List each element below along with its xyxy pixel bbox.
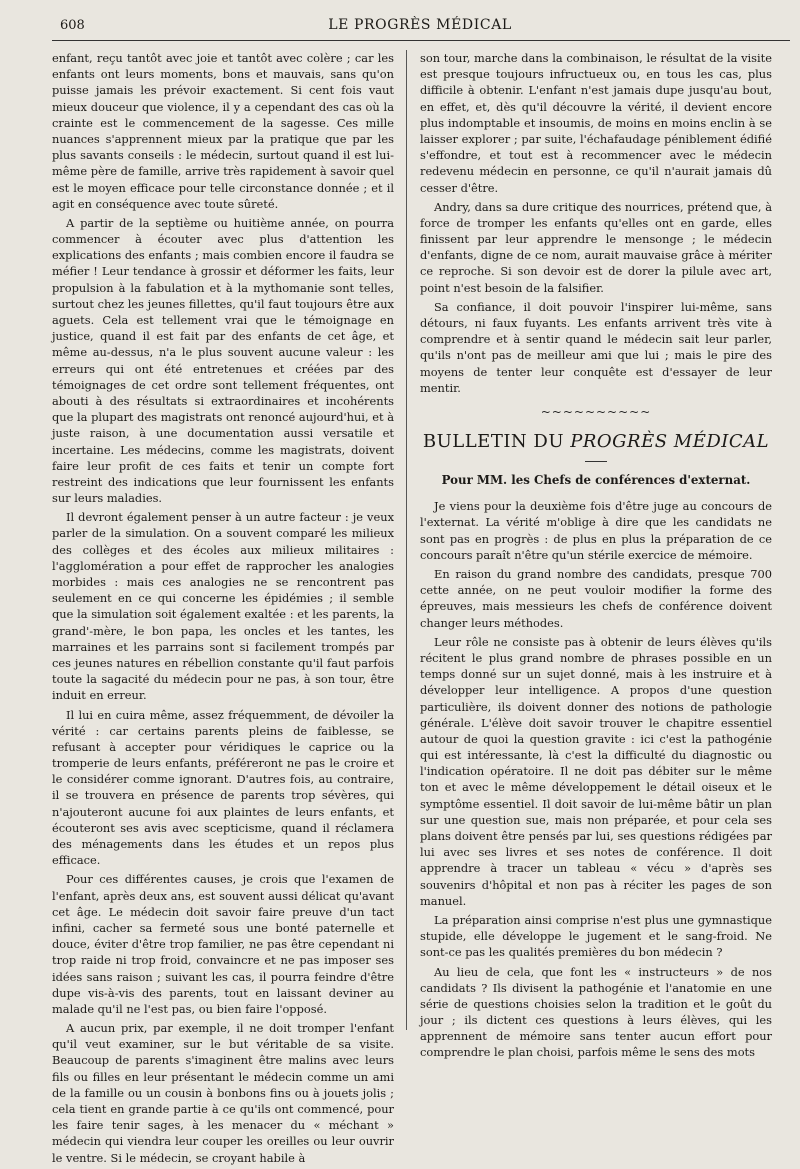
paragraph: Je viens pour la deuxième fois d'être juge au concours de l'externat. La vérité m'oblige à dire que les candidats ne sont pas en progrès : de plus en plus la préparation de ce concours paraît n'être qu'un stérile exercice de mémoire. [420,499,772,562]
bulletin-rule [585,461,607,462]
journal-title: LE PROGRÈS MÉDICAL [328,17,512,33]
paragraph: La préparation ainsi comprise n'est plus une gymnastique stupide, elle développe le jugement et le sang-froid. Ne sont-ce pas les qualités premières du bon médecin ? [420,912,772,960]
bulletin-subheading: Pour MM. les Chefs de conférences d'externat. [441,472,751,487]
paragraph: Pour ces différentes causes, je crois que l'examen de l'enfant, après deux ans, est souvent aussi délicat qu'avant cet âge. Le médecin doit savoir faire preuve d'un tact infini, cacher sa fermeté sous une bonté paternelle et douce, éviter d'être trop familier, ne pas être cependant ni trop raide ni trop froid, convaincre et ne pas imposer ses idées sans raison ; suivant les cas, il pourra feindre d'être dupe vis-à-vis des parents, tout en laissant deviner au malade qu'il ne l'est pas, ou bien faire l'opposé. [52,872,394,1016]
paragraph: son tour, marche dans la combinaison, le résultat de la visite est presque toujours infructueux ou, en tous les cas, plus difficile à obtenir. L'enfant n'est jamais dupe jusqu'au bout, en effet, et, dès qu'il découvre la vérité, il devient encore plus indomptable et insoumis, de moins en moins enclin à se laisser explorer ; par suite, l'échafaudage péniblement édifié s'effondre, et tout est à recommencer avec le médecin redevenu médecin en personne, ce qu'il n'aurait jamais dû cesser d'être. [420,51,772,195]
section-ornament: ~~~~~~~~~~ [540,404,652,419]
column-divider [406,50,407,1030]
paragraph: Il lui en cuira même, assez fréquemment, de dévoiler la vérité : car certains parents pleins de faiblesse, se refusant à accepter pour véridiques le caprice ou la tromperie de leurs enfants, préféreront ne pas le croire et le considérer comme ignorant. D'autres fois, au contraire, il se trouvera en présence de parents trop sévères, qui n'ajouteront aucune foi aux plaintes de leurs enfants, et écouteront ses avis avec scepticisme, quand il réclamera des ménagements dans les études et un repos plus efficace. [52,707,394,868]
page-header [60,14,780,38]
paragraph: Sa confiance, il doit pouvoir l'inspirer lui-même, sans détours, ni faux fuyants. Les enfants arrivent très vite à comprendre et à sentir quand le médecin sait leur parler, qu'ils n'ont pas de meilleur ami que lui ; mais le pire des moyens de tenter leur conquête est d'essayer de leur mentir. [420,299,772,395]
paragraph: A partir de la septième ou huitième année, on pourra commencer à écouter avec plus d'attention les explications des enfants ; mais combien encore il faudra se méfier ! Leur tendance à grossir et déformer les faits, leur propulsion à la fabulation et à la mythomanie sont telles, surtout chez les jeunes fillettes, qu'il faut toujours être aux aguets. Cela est tellement vrai que le témoignage en justice, quand il est fait par des enfants de cet âge, et même au-dessus, n'a le plus souvent aucune valeur : les erreurs qui ont été entretenues et créées par des témoignages de cet ordre sont tellement fréquentes, ont abouti à des résultats si extraordinaires et incohérents que la plupart des magistrats ont renoncé aujourd'hui, et à juste raison, à une documentation aussi versatile et incertaine. Les médecins, comme les magistrats, doivent faire leur profit de ces faits et tenir un compte fort restreint des indications que leur fournissent les enfants sur leurs maladies. [52,215,394,506]
paragraph: A aucun prix, par exemple, il ne doit tromper l'enfant qu'il veut examiner, sur le but véritable de sa visite. Beaucoup de parents s'imaginent être malins avec leurs fils ou filles en leur présentant le médecin comme un ami de la famille ou un cousin à bonbons fins ou à jouets jolis ; cela tient en grande partie à ce qu'ils ont commencé, pour les faire tenir sages, à les menacer du « méchant » médecin qui viendra leur couper les oreilles ou leur ouvrir le ventre. Si le médecin, se croyant habile à [52,1021,394,1165]
bulletin-title-italic: PROGRÈS MÉDICAL [570,430,770,452]
bulletin-title-roman: BULLETIN DU [422,430,571,452]
paragraph: Au lieu de cela, que font les « instructeurs » de nos candidats ? Ils divisent la pathogénie et l'anatomie en une série de questions choisies selon la tradition et le goût du jour ; ils dictent ces questions à leurs élèves, qui les apprennent de mémoire sans tenter aucun effort pour comprendre le plan choisi, parfois même le sens des mots [420,964,772,1060]
header-rule [52,40,790,41]
bulletin-heading [420,429,772,455]
left-column [52,50,394,1169]
paragraph: Il devront également penser à un autre facteur : je veux parler de la simulation. On a souvent comparé les milieux des collèges et des écoles aux milieux militaires : l'agglomération a pour effet de rapprocher les analogies morbides : mais ces analogies ne se rencontrent pas seulement en ce qui concerne les épidémies ; il semble que la simulation soit également exaltée : et les parents, la grand'-mère, le bon papa, les oncles et les tantes, les marraines et les parrains sont si facilement trompés par ces jeunes natures en rébellion constante qu'il faut parfois toute la sagacité du médecin pour ne pas, à son tour, être induit en erreur. [52,510,394,703]
paragraph: Leur rôle ne consiste pas à obtenir de leurs élèves qu'ils récitent le plus grand nombre de phrases possible en un temps donné sur un sujet donné, mais à les instruire et à développer leur intelligence. A propos d'une question particulière, ils doivent donner des notions de pathologie générale. L'élève doit savoir trouver le chapitre essentiel autour de quoi la question gravite : ici c'est la pathogénie qui est intéressante, là c'est la difficulté du diagnostic ou l'indication opératoire. Il ne doit pas débiter sur le même ton et avec le même développement le détail oiseux et le symptôme essentiel. Il doit savoir de lui-même bâtir un plan sur une question sue, mais non préparée, et pour cela ses plans doivent être pensés par lui, ses questions rédigées par lui avec ses livres et ses notes de conférence. Il doit apprendre à tracer un tableau « vécu » d'après ses souvenirs d'hôpital et non pas à réciter les pages de son manuel. [420,634,772,908]
paragraph: En raison du grand nombre des candidats, presque 700 cette année, on ne peut vouloir modifier la forme des épreuves, mais messieurs les chefs de conférence doivent changer leurs méthodes. [420,567,772,630]
page-number: 608 [60,18,85,33]
right-column [420,50,772,1064]
paragraph: enfant, reçu tantôt avec joie et tantôt avec colère ; car les enfants ont leurs moments, bons et mauvais, sans qu'on puisse jamais les prévoir exactement. Si cent fois vaut mieux douceur que violence, il y a cependant des cas où la crainte est le commencement de la sagesse. Ces mille nuances s'apprennent mieux par la pratique que par les plus savants conseils : le médecin, surtout quand il est lui-même père de famille, arrive très rapidement à savoir quel est le moyen efficace pour telle circonstance donnée ; et il agit en conséquence avec toute sûreté. [52,51,394,211]
paragraph: Andry, dans sa dure critique des nourrices, prétend que, à force de tromper les enfants qu'elles ont en garde, elles finissent par leur apprendre le mensonge ; le médecin d'enfants, digne de ce nom, aurait mauvaise grâce à mériter ce reproche. Si son devoir est de dorer la pilule avec art, point n'est besoin de la falsifier. [420,199,772,295]
